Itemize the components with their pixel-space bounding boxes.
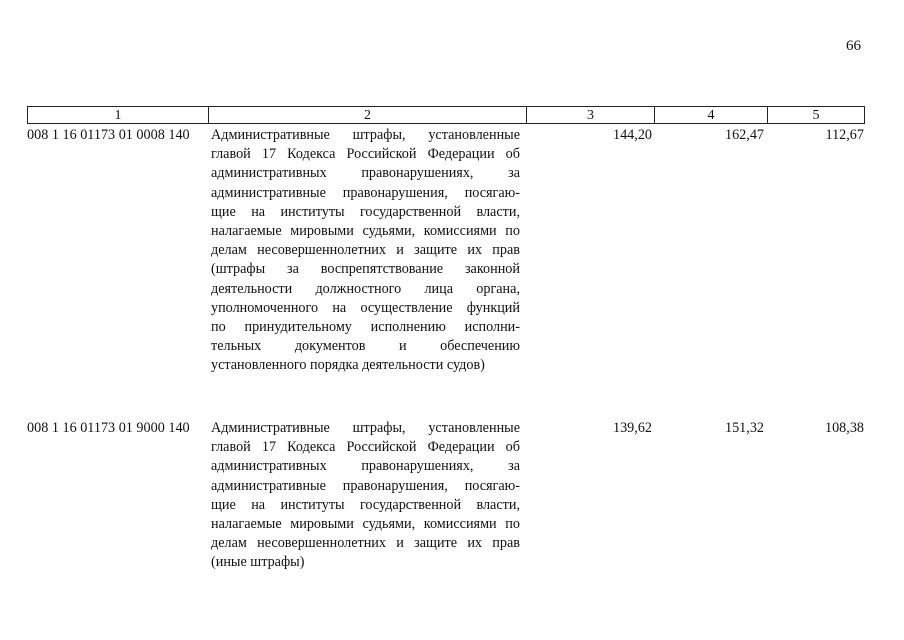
description-line: (иные штрафы) bbox=[211, 554, 305, 571]
description-line: административные правонарушения, посягаю- bbox=[211, 477, 520, 494]
value-col-3: 139,62 bbox=[612, 420, 652, 436]
description-line: Административные штрафы, установленные bbox=[211, 420, 520, 436]
description-line: главой 17 Кодекса Российской Федерации об bbox=[211, 439, 520, 456]
description-line: по принудительному исполнению исполни- bbox=[211, 318, 520, 335]
description-line: административных правонарушениях, за bbox=[211, 165, 520, 182]
description-line: деятельности должностного лица органа, bbox=[211, 280, 520, 297]
header-col-2: 2 bbox=[208, 107, 526, 123]
header-col-5: 5 bbox=[767, 107, 864, 123]
header-col-3: 3 bbox=[526, 107, 654, 123]
description-line: делам несовершеннолетних и защите их прав bbox=[211, 242, 520, 259]
header-col-4: 4 bbox=[654, 107, 767, 123]
page-number: 66 bbox=[846, 38, 861, 54]
description-line: Административные штрафы, установленные bbox=[211, 127, 520, 143]
description-line: (штрафы за воспрепятствование законной bbox=[211, 261, 520, 278]
value-col-5: 112,67 bbox=[825, 127, 864, 143]
header-col-1: 1 bbox=[114, 108, 122, 123]
value-col-4: 162,47 bbox=[724, 127, 764, 143]
description-line: установленного порядка деятельности судов) bbox=[211, 357, 485, 374]
description-line: щие на институты государственной власти, bbox=[211, 203, 520, 220]
description-line: тельных документов и обеспечению bbox=[211, 338, 520, 355]
table-header bbox=[27, 106, 865, 124]
description-line: щие на институты государственной власти, bbox=[211, 496, 520, 513]
budget-code: 008 1 16 01173 01 0008 140 bbox=[27, 127, 190, 143]
description-line: налагаемые мировыми судьями, комиссиями по bbox=[211, 222, 520, 239]
value-col-5: 108,38 bbox=[824, 420, 864, 436]
value-col-3: 144,20 bbox=[612, 127, 652, 143]
row-description bbox=[211, 126, 520, 375]
description-line: делам несовершеннолетних и защите их прав bbox=[211, 535, 520, 552]
budget-code: 008 1 16 01173 01 9000 140 bbox=[27, 420, 190, 436]
description-line: административных правонарушениях, за bbox=[211, 458, 520, 475]
description-line: главой 17 Кодекса Российской Федерации об bbox=[211, 146, 520, 163]
description-line: налагаемые мировыми судьями, комиссиями по bbox=[211, 515, 520, 532]
description-line: административные правонарушения, посягаю- bbox=[211, 184, 520, 201]
row-description bbox=[211, 419, 520, 573]
value-col-4: 151,32 bbox=[724, 420, 764, 436]
description-line: уполномоченного на осуществление функций bbox=[211, 299, 520, 316]
